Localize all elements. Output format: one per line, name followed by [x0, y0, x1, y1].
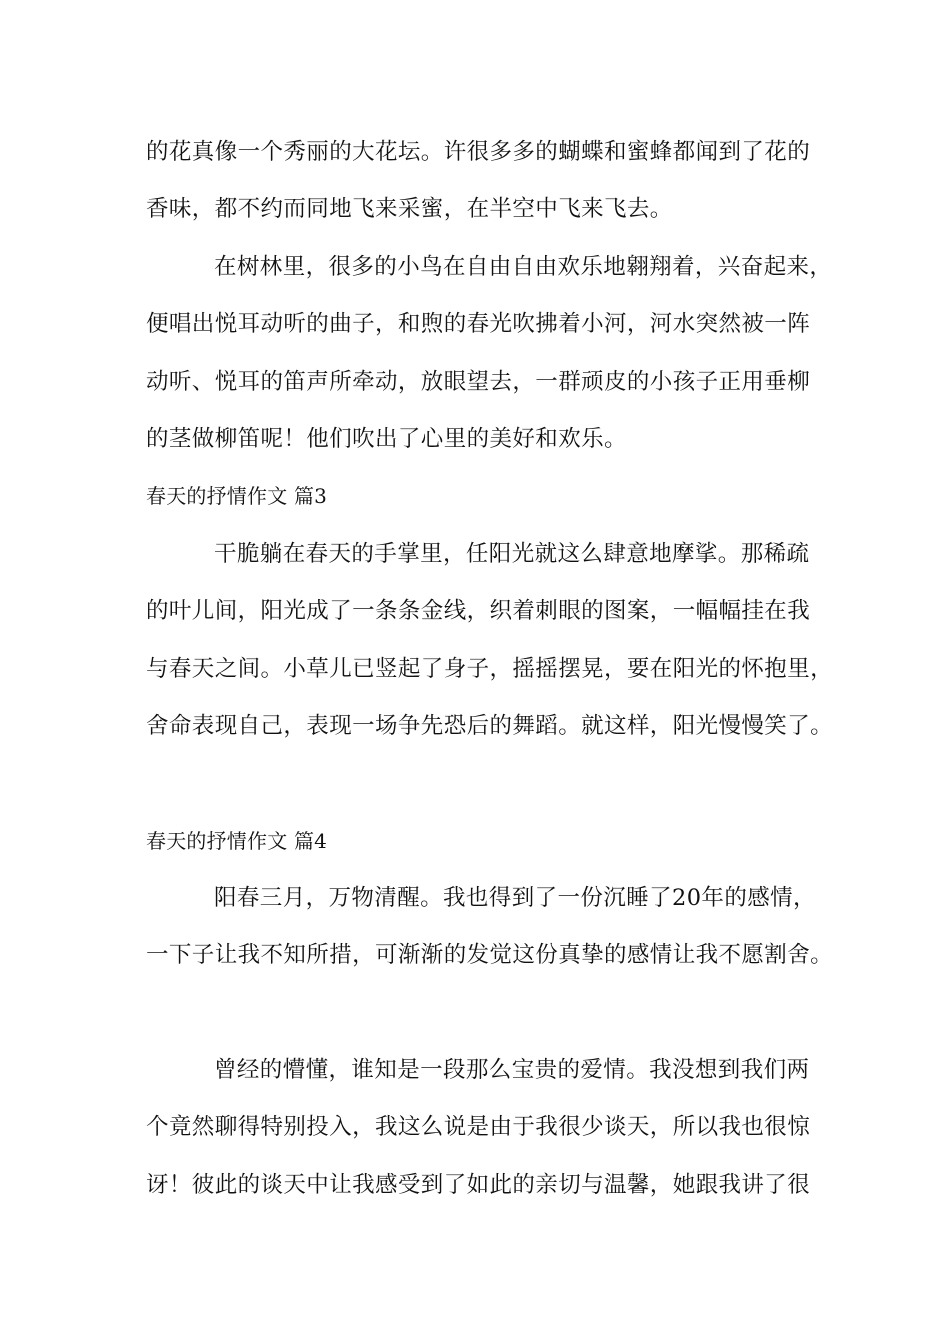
text-line: 的茎做柳笛呢！他们吹出了心里的美好和欢乐。 [146, 426, 627, 452]
text-line: 与春天之间。小草儿已竖起了身子，摇摇摆晃，要在阳光的怀抱里， [146, 656, 834, 682]
text-line: 个竟然聊得特别投入，我这么说是由于我很少谈天，所以我也很惊 [146, 1114, 811, 1140]
text-line: 的叶儿间，阳光成了一条条金线，织着刺眼的图案，一幅幅挂在我 [146, 598, 811, 624]
text-line: 在树林里，很多的小鸟在自由自由欢乐地翱翔着，兴奋起来， [214, 254, 833, 280]
text-line: 干脆躺在春天的手掌里，任阳光就这么肆意地摩挲。那稀疏 [214, 541, 810, 567]
text-line: 讶！彼此的谈天中让我感受到了如此的亲切与温馨，她跟我讲了很 [146, 1172, 811, 1198]
text-line: 的花真像一个秀丽的大花坛。许很多多的蝴蝶和蜜蜂都闻到了花的 [146, 139, 811, 165]
text-line: 香味，都不约而同地飞来采蜜，在半空中飞来飞去。 [146, 196, 673, 222]
text-line: 一下子让我不知所措，可渐渐的发觉这份真挚的感情让我不愿割舍。 [146, 942, 834, 968]
section-heading: 春天的抒情作文 篇3 [146, 484, 328, 508]
text-line: 舍命表现自己，表现一场争先恐后的舞蹈。就这样，阳光慢慢笑了。 [146, 713, 834, 739]
text-line: 阳春三月，万物清醒。我也得到了一份沉睡了20年的感情， [214, 885, 816, 911]
section-heading: 春天的抒情作文 篇4 [146, 829, 328, 853]
text-line: 动听、悦耳的笛声所牵动，放眼望去，一群顽皮的小孩子正用垂柳 [146, 369, 811, 395]
text-line: 便唱出悦耳动听的曲子，和煦的春光吹拂着小河，河水突然被一阵 [146, 311, 811, 337]
text-line: 曾经的懵懂，谁知是一段那么宝贵的爱情。我没想到我们两 [214, 1057, 810, 1083]
